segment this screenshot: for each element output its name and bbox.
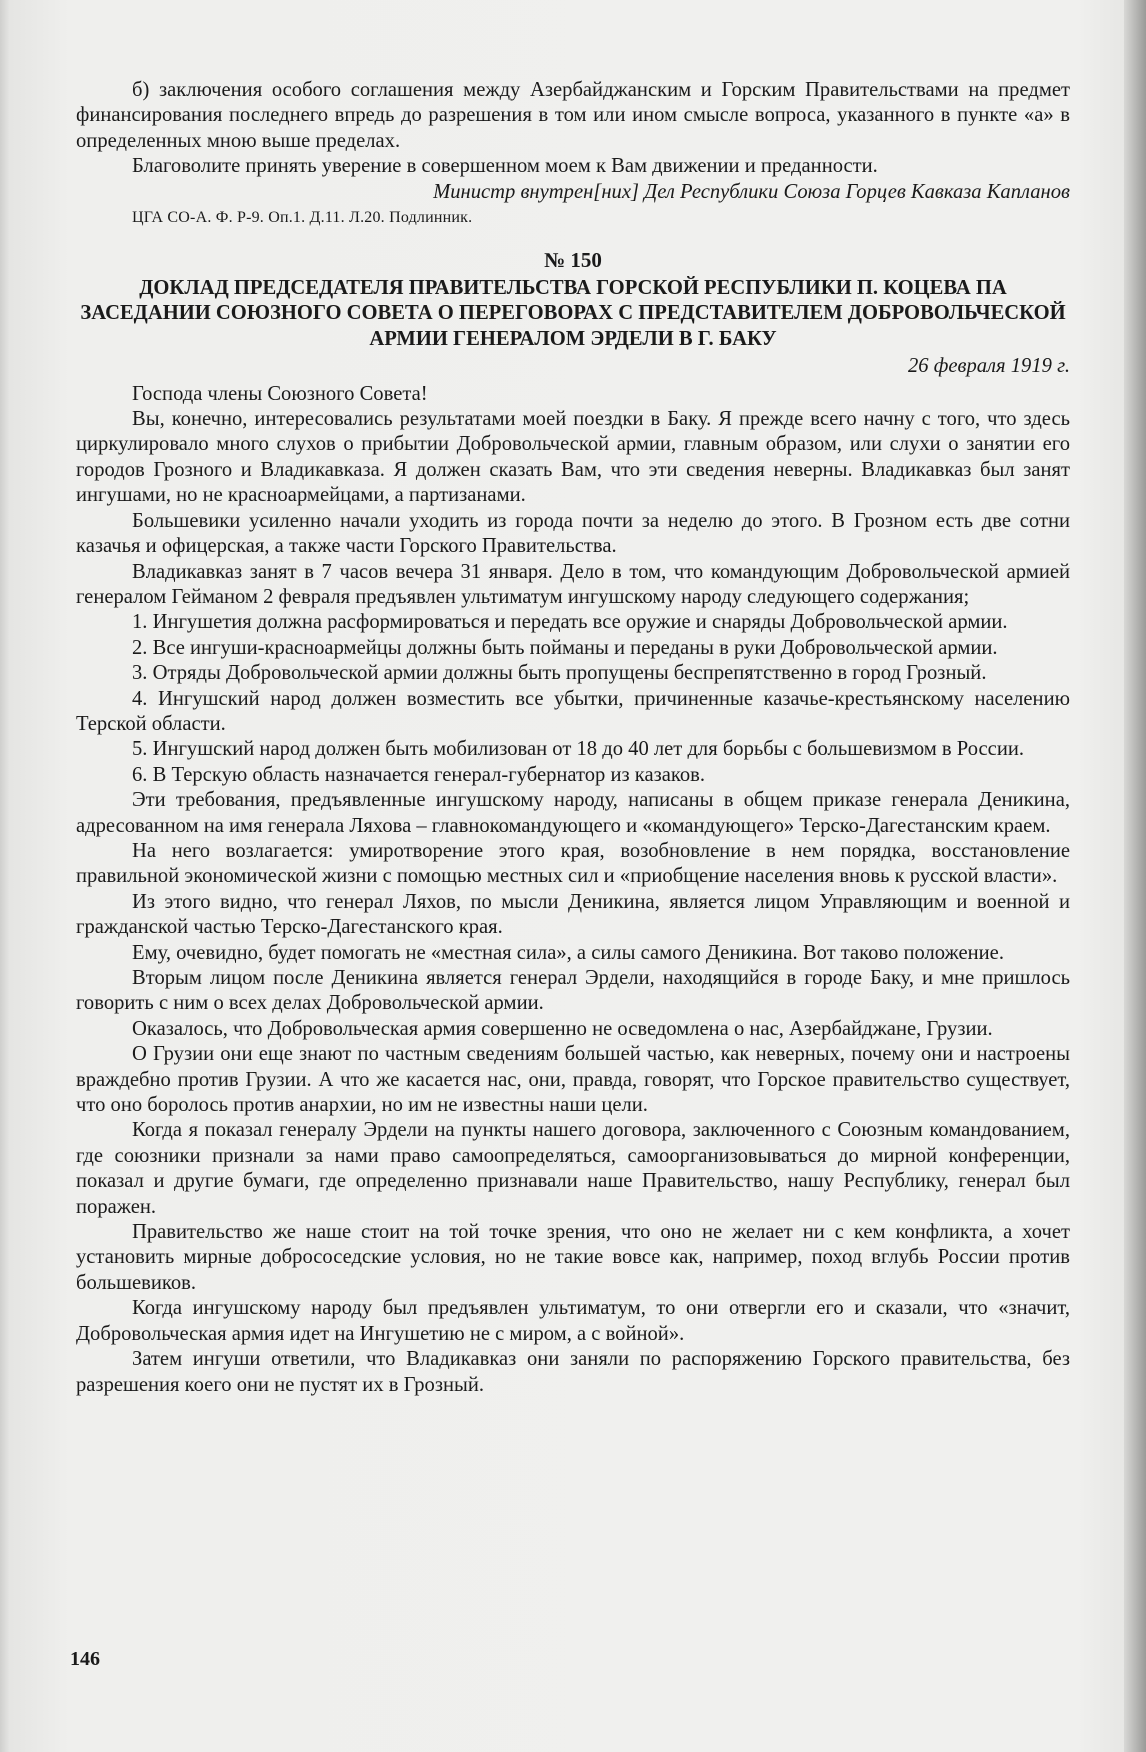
paragraph: Когда ингушскому народу был предъявлен ультиматум, то они отвергли его и сказали, что «значит, Добровольческая армия идет на Ингушетию не с миром, а с войной».	[76, 1297, 1070, 1345]
ultimatum-item: 2. Все ингуши-красноармейцы должны быть пойманы и переданы в руки Добровольческой армии.	[132, 636, 998, 659]
greeting: Господа члены Союзного Совета!	[132, 382, 428, 405]
archive-reference: ЦГА СО-А. Ф. Р-9. Оп.1. Д.11. Л.20. Подлинник.	[132, 209, 473, 227]
paragraph: О Грузии они еще знают по частным сведениям большей частью, как неверных, почему они и настроены враждебно против Грузии. А что же касается нас, они, правда, говорят, что Горское правительство существует, что оно боролось против анархии, но им не известны наши цели.	[76, 1043, 1070, 1117]
page-number: 146	[70, 1648, 100, 1670]
paragraph: Вторым лицом после Деникина является генерал Эрдели, находящийся в городе Баку, и мне пришлось говорить с ним о всех делах Добровольческой армии.	[76, 967, 1070, 1015]
paragraph: Затем ингуши ответили, что Владикавказ они заняли по распоряжению Горского правительства, без разрешения коего они не пустят их в Грозный.	[76, 1348, 1070, 1396]
paragraph: Оказалось, что Добровольческая армия совершенно не осведомлена о нас, Азербайджане, Грузии.	[132, 1017, 993, 1040]
closing-line: Благоволите принять уверение в совершенном моем к Вам движении и преданности.	[132, 155, 878, 178]
ultimatum-item: 3. Отряды Добровольческой армии должны быть пропущены беспрепятственно в город Грозный.	[132, 662, 987, 685]
ultimatum-item: 6. В Терскую область назначается генерал-губернатор из казаков.	[132, 763, 706, 786]
paragraph: Большевики усиленно начали уходить из города почти за неделю до этого. В Грозном есть две сотни казачья и офицерская, а также части Горского Правительства.	[76, 509, 1070, 558]
paragraph: Правительство же наше стоит на той точке зрения, что оно не желает ни с кем конфликта, а хочет установить мирные добрососедские условия, но не такие вовсе как, например, поход вглубь России против большевиков.	[76, 1221, 1070, 1294]
paragraph: Когда я показал генералу Эрдели на пункты нашего договора, заключенного с Союзным командованием, где союзники признали за нами право самоопределяться, самоорганизовываться до мирной конференции, показал и другие бумаги, где определенно признавали наше Правительство, нашу Республику, генерал был поражен.	[76, 1119, 1070, 1218]
paragraph: Вы, конечно, интересовались результатами моей поездки в Баку. Я прежде всего начну с того, что здесь циркулировало много слухов о прибытии Добровольческой армии, главным образом, или слухи о занятии его городов Грозного и Владикавказа. Я должен сказать Вам, что эти сведения неверны. Владикавказ был занят ингушами, но не красноармейцами, а партизанами.	[76, 408, 1070, 507]
top-paragraph: б) заключения особого соглашения между Азербайджанским и Горским Правительствами на предмет финансирования последнего впредь до разрешения в том или ином смысле вопроса, указанного в пункте «а» в определенных мною выше пределах.	[76, 79, 1070, 152]
paragraph: Владикавказ занят в 7 часов вечера 31 января. Дело в том, что командующим Добровольческой армией генералом Гейманом 2 февраля предъявлен ультиматум ингушскому народу следующего содержания;	[76, 560, 1070, 608]
document-number: № 150	[544, 248, 602, 273]
document-date: 26 февраля 1919 г.	[908, 355, 1070, 378]
ultimatum-item: 4. Ингушский народ должен возместить все убытки, причиненные казачье-крестьянскому населению Терской области.	[76, 687, 1070, 735]
paragraph: На него возлагается: умиротворение этого края, возобновление в нем порядка, восстановление правильной экономической жизни с помощью местных сил и «приобщение населения вновь к русской власти».	[76, 839, 1070, 888]
ultimatum-item: 5. Ингушский народ должен быть мобилизован от 18 до 40 лет для борьбы с большевизмом в России.	[132, 738, 1025, 761]
document-title: ДОКЛАД ПРЕДСЕДАТЕЛЯ ПРАВИТЕЛЬСТВА ГОРСКОЙ РЕСПУБЛИКИ П. КОЦЕВА ПА ЗАСЕДАНИИ СОЮЗНОГО СОВЕТА О ПЕРЕГОВОРАХ С ПРЕДСТАВИТЕЛЕМ ДОБРОВОЛЬЧЕСКОЙ АРМИИ ГЕНЕРАЛОМ ЭРДЕЛИ В Г. БАКУ	[80, 277, 1066, 350]
paragraph: Эти требования, предъявленные ингушскому народу, написаны в общем приказе генерала Деникина, адресованном на имя генерала Ляхова – главнокомандующего и «командующего» Терско-Дагестанским краем.	[76, 789, 1070, 837]
paragraph: Из этого видно, что генерал Ляхов, по мысли Деникина, является лицом Управляющим и военной и гражданской частью Терско-Дагестанского края.	[76, 890, 1070, 939]
book-spine-shadow	[1124, 0, 1146, 1752]
signature: Министр внутрен[них] Дел Республики Союза Горцев Кавказа Капланов	[433, 180, 1070, 203]
page-left-shadow	[0, 0, 10, 1752]
ultimatum-item: 1. Ингушетия должна расформироваться и передать все оружие и снаряды Добровольческой армии.	[132, 611, 1008, 634]
paragraph: Ему, очевидно, будет помогать не «местная сила», а силы самого Деникина. Вот таково положение.	[132, 941, 1004, 964]
